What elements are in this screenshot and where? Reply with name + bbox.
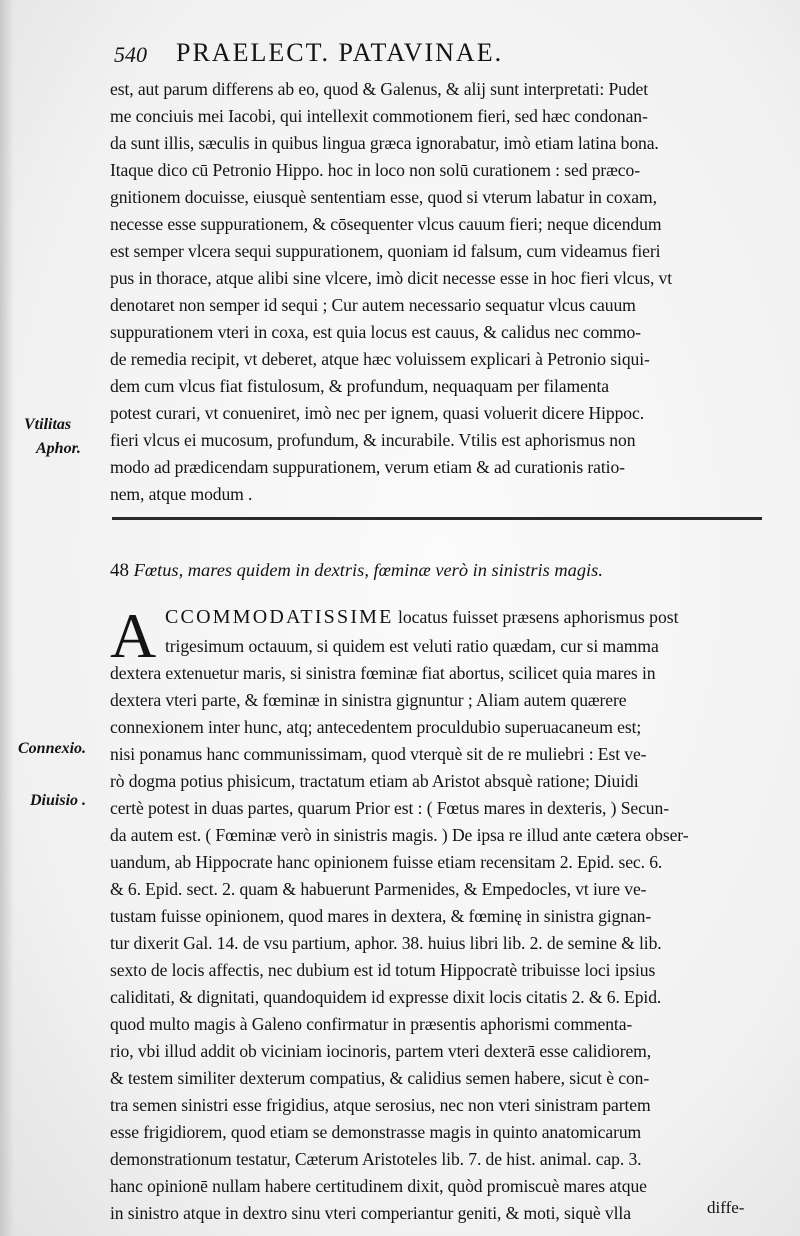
- margin-note-connexio: Connexio.: [18, 740, 87, 757]
- text-line: da sunt illis, sæculis in quibus lingua græca ignorabatur, imò etiam latina bona.: [110, 133, 659, 153]
- margin-note-utilitas: Vtilitas: [24, 416, 72, 433]
- text-line: da autem est. ( Fœminæ verò in sinistris magis. ) De ipsa re illud ante cætera obser-: [110, 825, 689, 845]
- text-line: sexto de locis affectis, nec dubium est id totum Hippocratè tribuisse loci ipsius: [110, 960, 656, 980]
- text-line: pus in thorace, atque alibi sine vlcere, imò dicit necesse esse in hoc fieri vlcus, vt: [110, 268, 673, 288]
- aphorism-text: Fœtus, mares quidem in dextris, fœminæ verò in sinistris magis.: [133, 560, 603, 580]
- paragraph-1: [110, 76, 775, 508]
- drop-cap: A: [110, 600, 157, 671]
- text-line: in sinistro atque in dextro sinu vteri comperiantur geniti, & moti, siquè vlla: [110, 1203, 631, 1223]
- aphorism-heading: [110, 560, 603, 582]
- text-line: tur dixerit Gal. 14. de vsu partium, aphor. 38. huius libri lib. 2. de semine & lib.: [110, 933, 662, 953]
- text-line: caliditati, & dignitati, quandoquidem id expresse dixit locis citatis 2. & 6. Epid.: [110, 987, 662, 1007]
- text-line: nem, atque modum .: [110, 484, 253, 504]
- text-line: certè potest in duas partes, quarum Prior est : ( Fœtus mares in dexteris, ) Secun-: [110, 798, 669, 818]
- section-rule: [112, 517, 762, 520]
- text-line: me conciuis mei Iacobi, qui intellexit commotionem fieri, sed hæc condonan-: [110, 106, 648, 126]
- page-number: 540: [114, 42, 147, 67]
- text-line: gnitionem docuisse, eiusquè sententiam esse, quod si vterum labatur in coxam,: [110, 187, 657, 207]
- text-line: est semper vlcera sequi suppurationem, quoniam id falsum, cum videamus fieri: [110, 241, 661, 261]
- running-title: PRAELECT. PATAVINAE.: [176, 38, 504, 67]
- margin-note-aphor: Aphor.: [36, 440, 81, 457]
- text-line: & 6. Epid. sect. 2. quam & habuerunt Parmenides, & Empedocles, vt iure ve-: [110, 879, 647, 899]
- text-line: uandum, ab Hippocrate hanc opinionem fuisse etiam recensitam 2. Epid. sec. 6.: [110, 852, 663, 872]
- opening-line: [165, 606, 679, 629]
- text-line: tustam fuisse opinionem, quod mares in dextera, & fœminę in sinistra gignan-: [110, 906, 652, 926]
- text-line: dextera extenuetur maris, si sinistra fœminæ fiat abortus, scilicet quia mares in: [110, 663, 656, 683]
- catchword: diffe-: [707, 1198, 745, 1217]
- text-line: necesse esse suppurationem, & cōsequenter vlcus cauum fieri; neque dicendum: [110, 214, 662, 234]
- text-line: demonstrationum testatur, Cæterum Aristoteles lib. 7. de hist. animal. cap. 3.: [110, 1149, 642, 1169]
- text-line: de remedia recipit, vt deberet, atque hæc voluissem explicari à Petronio siqui-: [110, 349, 650, 369]
- text-line: hanc opinionē nullam habere certitudinem dixit, quòd promiscuè mares atque: [110, 1176, 647, 1196]
- paragraph-2: [110, 633, 775, 1227]
- spine-shadow: [0, 0, 14, 1236]
- aphorism-number: 48: [110, 560, 129, 581]
- text-line: suppurationem vteri in coxa, est quia locus est cauus, & calidus nec commo-: [110, 322, 641, 342]
- text-line: nisi ponamus hanc communissimam, quod vterquè sit de re muliebri : Est ve-: [110, 744, 647, 764]
- text-line: rio, vbi illud addit ob viciniam iocinoris, partem vteri dexterā esse calidiorem,: [110, 1041, 652, 1061]
- text-line: dextera vteri parte, & fœminæ in sinistra gignuntur ; Aliam autem quærere: [110, 690, 627, 710]
- text-line: trigesimum octauum, si quidem est veluti ratio quædam, cur si mamma: [165, 636, 659, 656]
- text-line: & testem similiter dexterum compatius, & calidius semen habere, sicut è con-: [110, 1068, 650, 1088]
- text-line: denotaret non semper id sequi ; Cur autem necessario sequatur vlcus cauum: [110, 295, 636, 315]
- text-line: modo ad prædicendam suppurationem, verum etiam & ad curationis ratio-: [110, 457, 625, 477]
- page-header: [110, 36, 670, 76]
- text-line: Itaque dico cū Petronio Hippo. hoc in loco non solū curationem : sed præco-: [110, 160, 640, 180]
- text-line: est, aut parum differens ab eo, quod & Galenus, & alij sunt interpretati: Pudet: [110, 79, 649, 99]
- text-line: rò dogma potius phisicum, tractatum etiam ab Aristot absquè ratione; Diuidi: [110, 771, 639, 791]
- text-line: quod multo magis à Galeno confirmatur in præsentis aphorismi commenta-: [110, 1014, 633, 1034]
- text-line: tra semen sinistri esse frigidius, atque serosius, nec non vteri sinistram partem: [110, 1095, 651, 1115]
- text-line: potest curari, vt conueniret, imò nec per ignem, quasi voluerit dicere Hippoc.: [110, 403, 645, 423]
- text-line: dem cum vlcus fiat fistulosum, & profundum, nequaquam per filamenta: [110, 376, 610, 396]
- opening-caps: CCOMMODATISSIME: [165, 606, 394, 628]
- opening-rest: locatus fuisset præsens aphorismus post: [393, 607, 679, 627]
- text-line: connexionem inter hunc, atq; antecedentem proculdubio superuacaneum est;: [110, 717, 642, 737]
- text-line: esse frigidiorem, quod etiam se demonstrasse magis in quinto anatomicarum: [110, 1122, 642, 1142]
- margin-note-diuisio: Diuisio .: [30, 792, 87, 809]
- text-line: fieri vlcus ei mucosum, profundum, & incurabile. Vtilis est aphorismus non: [110, 430, 636, 450]
